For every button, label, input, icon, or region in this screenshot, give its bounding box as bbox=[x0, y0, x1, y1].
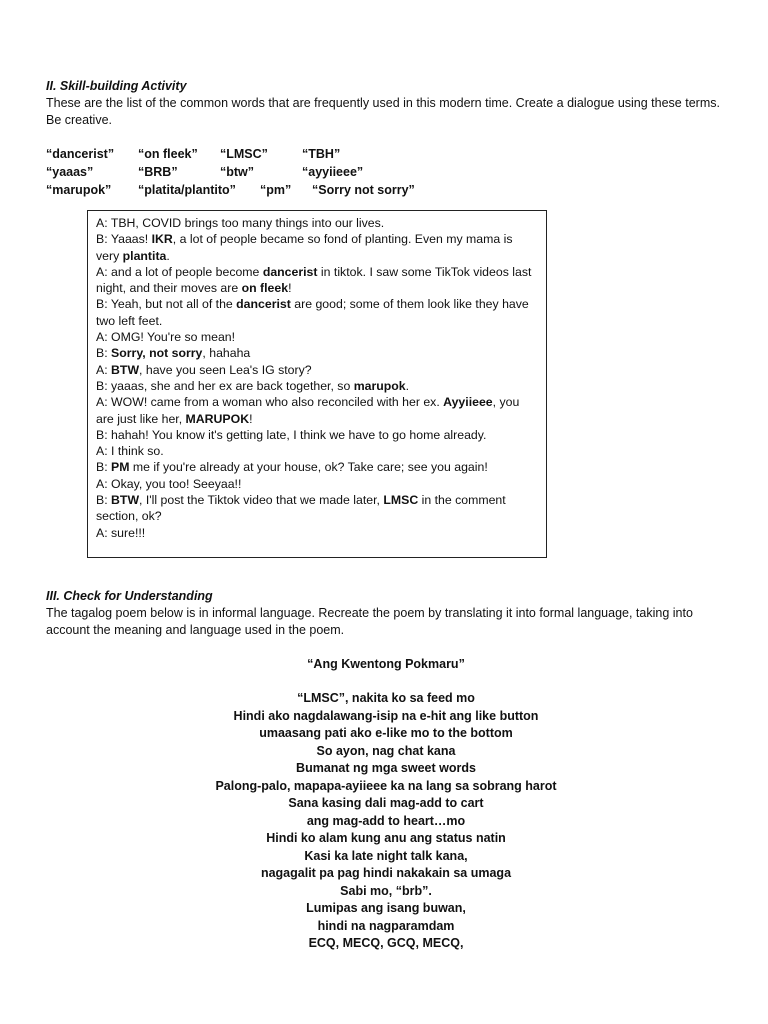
dialogue-text: me if you're already at your house, ok? Take care; see you again! bbox=[129, 460, 488, 475]
term: “Sorry not sorry” bbox=[312, 183, 415, 197]
term: “BRB” bbox=[138, 165, 178, 179]
dialogue-line bbox=[96, 508, 538, 524]
dialogue-text: A: Okay, you too! Seeyaa!! bbox=[96, 476, 242, 491]
term: “yaaas” bbox=[46, 165, 94, 179]
dialogue-text: very bbox=[96, 248, 123, 263]
dialogue-line bbox=[96, 215, 538, 231]
dialogue-line bbox=[96, 492, 538, 508]
section-2-title: II. Skill-building Activity bbox=[46, 79, 187, 93]
dialogue-line bbox=[96, 362, 538, 378]
term: “marupok” bbox=[46, 183, 112, 197]
poem-line: Sabi mo, “brb”. bbox=[340, 883, 432, 898]
dialogue-text: B: Yeah, but not all of the bbox=[96, 297, 237, 312]
terms-row bbox=[46, 146, 726, 164]
poem-line: So ayon, nag chat kana bbox=[316, 743, 456, 758]
dialogue-term: BTW bbox=[111, 493, 140, 508]
poem-line: hindi na nagparamdam bbox=[317, 918, 455, 933]
dialogue-line bbox=[96, 248, 538, 264]
dialogue-line bbox=[96, 231, 538, 247]
section-3-title: III. Check for Understanding bbox=[46, 589, 213, 603]
dialogue-line bbox=[96, 280, 538, 296]
dialogue-line bbox=[96, 394, 538, 410]
dialogue-text: B: hahah! You know it's getting late, I think we have to go home already. bbox=[96, 427, 487, 442]
dialogue-text: B: yaaas, she and her ex are back together, so bbox=[96, 378, 354, 393]
dialogue-text: night, and their moves are bbox=[96, 281, 242, 296]
dialogue-text: A: WOW! came from a woman who also reconciled with her ex. bbox=[96, 395, 444, 410]
dialogue-term: plantita bbox=[122, 248, 167, 263]
dialogue-line bbox=[96, 427, 538, 443]
dialogue-line bbox=[96, 345, 538, 361]
terms-list bbox=[46, 146, 726, 200]
dialogue-term: IKR bbox=[151, 232, 173, 247]
dialogue-line bbox=[96, 296, 538, 312]
dialogue-text: , hahaha bbox=[202, 346, 251, 361]
dialogue-text: in the comment bbox=[418, 493, 506, 508]
dialogue-text: are just like her, bbox=[96, 411, 186, 426]
term: “TBH” bbox=[302, 147, 341, 161]
dialogue-text: in tiktok. I saw some TikTok videos last bbox=[317, 264, 532, 279]
poem-line: Bumanat ng mga sweet words bbox=[296, 761, 476, 775]
dialogue-text: , you bbox=[492, 395, 520, 410]
poem-line: Hindi ko alam kung anu ang status natin bbox=[266, 831, 506, 845]
dialogue-text: B: bbox=[96, 460, 112, 475]
dialogue-text: B: bbox=[96, 346, 112, 361]
dialogue-box bbox=[87, 210, 547, 558]
poem-line: Hindi ako nagdalawang-isip na e-hit ang like button bbox=[233, 708, 539, 723]
term: “dancerist” bbox=[46, 147, 115, 161]
dialogue-line bbox=[96, 378, 538, 394]
term: “on fleek” bbox=[138, 147, 198, 161]
section-3-instructions: The tagalog poem below is in informal language. Recreate the poem by translating it into formal language, taking into account the meaning and language used in the poem. bbox=[46, 606, 693, 637]
dialogue-term: on fleek bbox=[241, 281, 289, 296]
dialogue-term: dancerist bbox=[262, 264, 318, 279]
dialogue-text: are good; some of them look like they have bbox=[290, 297, 529, 312]
dialogue-line bbox=[96, 525, 538, 541]
dialogue-text: A: OMG! You're so mean! bbox=[96, 330, 236, 345]
dialogue-line bbox=[96, 459, 538, 475]
dialogue-text: A: sure!!! bbox=[96, 525, 146, 540]
dialogue-term: dancerist bbox=[236, 297, 291, 312]
term: “pm” bbox=[260, 183, 292, 197]
dialogue-term: PM bbox=[111, 460, 130, 475]
poem-line: ECQ, MECQ, GCQ, MECQ, bbox=[308, 936, 464, 950]
dialogue-text: . bbox=[405, 378, 410, 393]
dialogue-term: LMSC bbox=[383, 493, 419, 508]
dialogue-text: . bbox=[166, 248, 170, 263]
dialogue-text: A: and a lot of people become bbox=[96, 264, 263, 279]
poem-line: Palong-palo, mapapa-ayiieee ka na lang sa sobrang harot bbox=[215, 778, 557, 793]
term: “platita/plantito” bbox=[138, 183, 236, 197]
poem-lines bbox=[46, 690, 726, 953]
document-page bbox=[46, 78, 726, 953]
dialogue-text: A: TBH, COVID brings too many things into our lives. bbox=[96, 216, 385, 230]
terms-row bbox=[46, 182, 726, 200]
dialogue-text: A: I think so. bbox=[96, 444, 164, 459]
dialogue-term: MARUPOK bbox=[185, 411, 250, 426]
poem bbox=[46, 656, 726, 953]
dialogue-text: , I'll post the Tiktok video that we made later, bbox=[139, 493, 384, 508]
terms-row bbox=[46, 164, 726, 182]
dialogue-text: A: bbox=[96, 362, 112, 377]
dialogue-line bbox=[96, 476, 538, 492]
poem-line: Sana kasing dali mag-add to cart bbox=[288, 796, 484, 810]
dialogue-term: marupok bbox=[353, 378, 406, 393]
dialogue-text: two left feet. bbox=[96, 313, 163, 328]
term: “btw” bbox=[220, 165, 255, 179]
dialogue-text: ! bbox=[249, 411, 253, 426]
dialogue-text: , a lot of people became so fond of planting. Even my mama is bbox=[172, 232, 513, 247]
poem-title: “Ang Kwentong Pokmaru” bbox=[307, 657, 465, 671]
dialogue-text: section, ok? bbox=[96, 509, 162, 524]
dialogue-text: B: Yaaas! bbox=[96, 232, 152, 247]
dialogue-text: , have you seen Lea's IG story? bbox=[139, 362, 312, 377]
dialogue-text: ! bbox=[288, 281, 292, 296]
dialogue-text: B: bbox=[96, 493, 112, 508]
poem-line: nagagalit pa pag hindi nakakain sa umaga bbox=[260, 866, 512, 880]
dialogue-line bbox=[96, 313, 538, 329]
poem-line: Lumipas ang isang buwan, bbox=[306, 901, 466, 915]
dialogue-term: Ayyiieee bbox=[443, 395, 493, 410]
term: “LMSC” bbox=[220, 147, 268, 161]
dialogue-line bbox=[96, 443, 538, 459]
term: “ayyiieee” bbox=[302, 165, 364, 179]
dialogue-term: Sorry, not sorry bbox=[111, 346, 203, 361]
section-2-instructions: These are the list of the common words that are frequently used in this modern time. Create a dialogue using these terms. Be creative. bbox=[46, 96, 720, 127]
dialogue-line bbox=[96, 411, 538, 427]
poem-line: ang mag-add to heart…mo bbox=[306, 813, 466, 828]
dialogue-term: BTW bbox=[111, 362, 140, 377]
poem-line: Kasi ka late night talk kana, bbox=[304, 848, 468, 863]
dialogue-line bbox=[96, 264, 538, 280]
poem-line: “LMSC”, nakita ko sa feed mo bbox=[297, 691, 475, 705]
poem-line: umaasang pati ako e-like mo to the bottom bbox=[259, 726, 513, 740]
dialogue-line bbox=[96, 329, 538, 345]
